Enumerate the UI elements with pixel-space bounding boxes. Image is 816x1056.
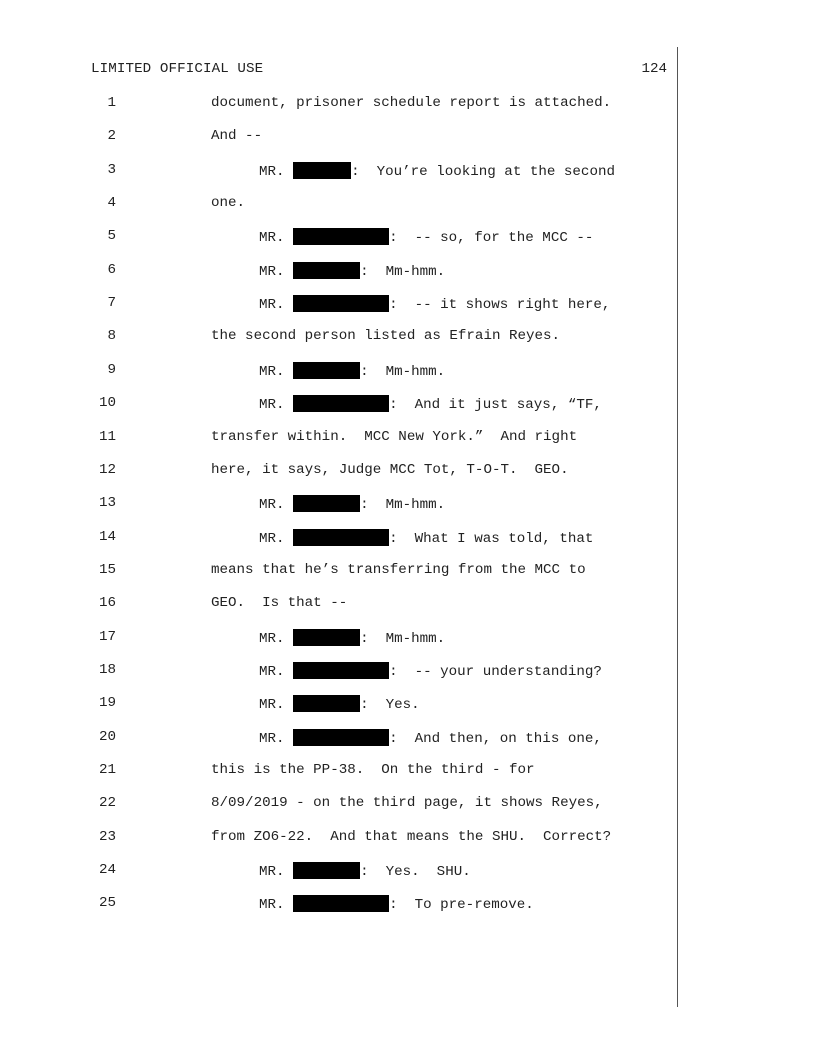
line-content: : Yes. SHU. [360, 864, 471, 881]
line-text [211, 762, 535, 778]
transcript-line [0, 562, 680, 582]
transcript-line [0, 529, 680, 549]
line-content: means that he’s transferring from the MCC to [211, 561, 586, 578]
line-text [211, 795, 603, 811]
redaction-box [293, 895, 389, 912]
header-classification: LIMITED OFFICIAL USE [91, 61, 264, 77]
redaction-box [293, 162, 351, 179]
line-content: this is the PP-38. On the third - for [211, 762, 535, 778]
transcript-line [0, 262, 680, 282]
line-content: : Mm-hmm. [360, 497, 446, 514]
transcript-line [0, 162, 680, 182]
speaker-label: MR. [259, 630, 285, 647]
line-number: 25 [98, 895, 116, 912]
line-text [259, 162, 615, 180]
line-number: 6 [107, 261, 116, 278]
line-number: 16 [98, 595, 116, 612]
transcript-line [0, 662, 680, 682]
line-content: transfer within. MCC New York.” And right [211, 428, 578, 445]
redaction-box [293, 695, 360, 712]
line-number: 21 [98, 762, 116, 778]
transcript-line [0, 195, 680, 215]
line-text [259, 262, 445, 280]
redaction-box [293, 228, 389, 245]
speaker-label: MR. [259, 730, 285, 747]
line-content: : -- so, for the MCC -- [389, 230, 594, 247]
line-number: 5 [107, 228, 116, 245]
line-content: : To pre-remove. [389, 897, 534, 914]
transcript-line [0, 695, 680, 715]
line-number: 14 [98, 528, 116, 545]
speaker-label: MR. [259, 163, 285, 180]
line-number: 4 [107, 195, 116, 212]
line-text [259, 228, 593, 246]
line-text [259, 695, 420, 713]
speaker-label: MR. [259, 864, 285, 881]
transcript-line [0, 762, 680, 782]
speaker-label: MR. [259, 697, 285, 714]
line-content: : Mm-hmm. [360, 263, 446, 280]
transcript-line [0, 862, 680, 882]
line-text [211, 429, 577, 445]
line-number: 22 [98, 795, 116, 812]
line-content: the second person listed as Efrain Reyes. [211, 328, 561, 345]
speaker-label: MR. [259, 530, 285, 547]
line-content: document, prisoner schedule report is attached. [211, 95, 612, 111]
transcript-line [0, 895, 680, 915]
redaction-box [293, 262, 360, 279]
line-text [259, 529, 593, 547]
transcript-line [0, 295, 680, 315]
transcript-line [0, 362, 680, 382]
line-content: : What I was told, that [389, 530, 594, 547]
line-content: : And it just says, “TF, [389, 397, 602, 414]
line-text [211, 595, 347, 611]
redaction-box [293, 629, 360, 646]
redaction-box [293, 662, 389, 679]
transcript-line [0, 128, 680, 148]
redaction-box [293, 395, 389, 412]
transcript-line [0, 429, 680, 449]
line-text [259, 862, 471, 880]
speaker-label: MR. [259, 663, 285, 680]
transcript-line [0, 395, 680, 415]
speaker-label: MR. [259, 230, 285, 247]
line-content: : Mm-hmm. [360, 363, 446, 380]
transcript-line [0, 462, 680, 482]
line-number: 19 [98, 695, 116, 712]
transcript-line [0, 495, 680, 515]
line-content: from ZO6-22. And that means the SHU. Correct? [211, 828, 612, 845]
line-text [259, 662, 602, 680]
line-content: : -- your understanding? [389, 663, 602, 680]
line-text [211, 128, 262, 144]
redaction-box [293, 295, 389, 312]
line-content: here, it says, Judge MCC Tot, T-O-T. GEO. [211, 461, 569, 478]
speaker-label: MR. [259, 297, 285, 314]
speaker-label: MR. [259, 397, 285, 414]
line-content: : You’re looking at the second [351, 163, 615, 180]
redaction-box [293, 529, 389, 546]
line-number: 20 [98, 728, 116, 745]
line-content: : And then, on this one, [389, 730, 602, 747]
line-number: 7 [107, 295, 116, 312]
line-content: 8/09/2019 - on the third page, it shows Reyes, [211, 795, 603, 812]
line-number: 2 [107, 128, 116, 145]
speaker-label: MR. [259, 263, 285, 280]
line-text [259, 295, 610, 313]
line-number: 17 [98, 628, 116, 645]
line-number: 8 [107, 328, 116, 345]
line-text [211, 462, 569, 478]
transcript-line [0, 729, 680, 749]
line-number: 15 [98, 561, 116, 578]
line-number: 13 [98, 495, 116, 512]
line-text [259, 362, 445, 380]
line-number: 12 [98, 461, 116, 478]
transcript-line [0, 328, 680, 348]
redaction-box [293, 729, 389, 746]
transcript-line [0, 795, 680, 815]
line-text [259, 495, 445, 513]
line-number: 18 [98, 661, 116, 678]
line-number: 23 [98, 828, 116, 845]
page-number: 124 [641, 61, 667, 77]
transcript-line [0, 629, 680, 649]
line-number: 3 [107, 161, 116, 178]
transcript-line [0, 595, 680, 615]
line-content: : Yes. [360, 697, 420, 714]
speaker-label: MR. [259, 897, 285, 914]
line-content: GEO. Is that -- [211, 595, 348, 612]
speaker-label: MR. [259, 363, 285, 380]
line-text [259, 729, 602, 747]
line-number: 10 [98, 395, 116, 412]
line-number: 11 [98, 428, 116, 445]
line-text [211, 562, 586, 578]
transcript-line [0, 228, 680, 248]
line-content: : Mm-hmm. [360, 630, 446, 647]
redaction-box [293, 862, 360, 879]
line-number: 1 [107, 95, 116, 111]
line-text [259, 895, 534, 913]
line-text [211, 829, 611, 845]
line-text [259, 629, 445, 647]
line-text [211, 95, 611, 111]
line-text [211, 328, 560, 344]
line-number: 9 [107, 361, 116, 378]
line-number: 24 [98, 862, 116, 879]
line-content: And -- [211, 128, 263, 145]
redaction-box [293, 362, 360, 379]
transcript-line [0, 829, 680, 849]
line-text [259, 395, 602, 413]
line-content: : -- it shows right here, [389, 297, 611, 314]
line-text [211, 195, 245, 211]
line-content: one. [211, 195, 246, 212]
transcript-line [0, 95, 680, 115]
redaction-box [293, 495, 360, 512]
speaker-label: MR. [259, 497, 285, 514]
